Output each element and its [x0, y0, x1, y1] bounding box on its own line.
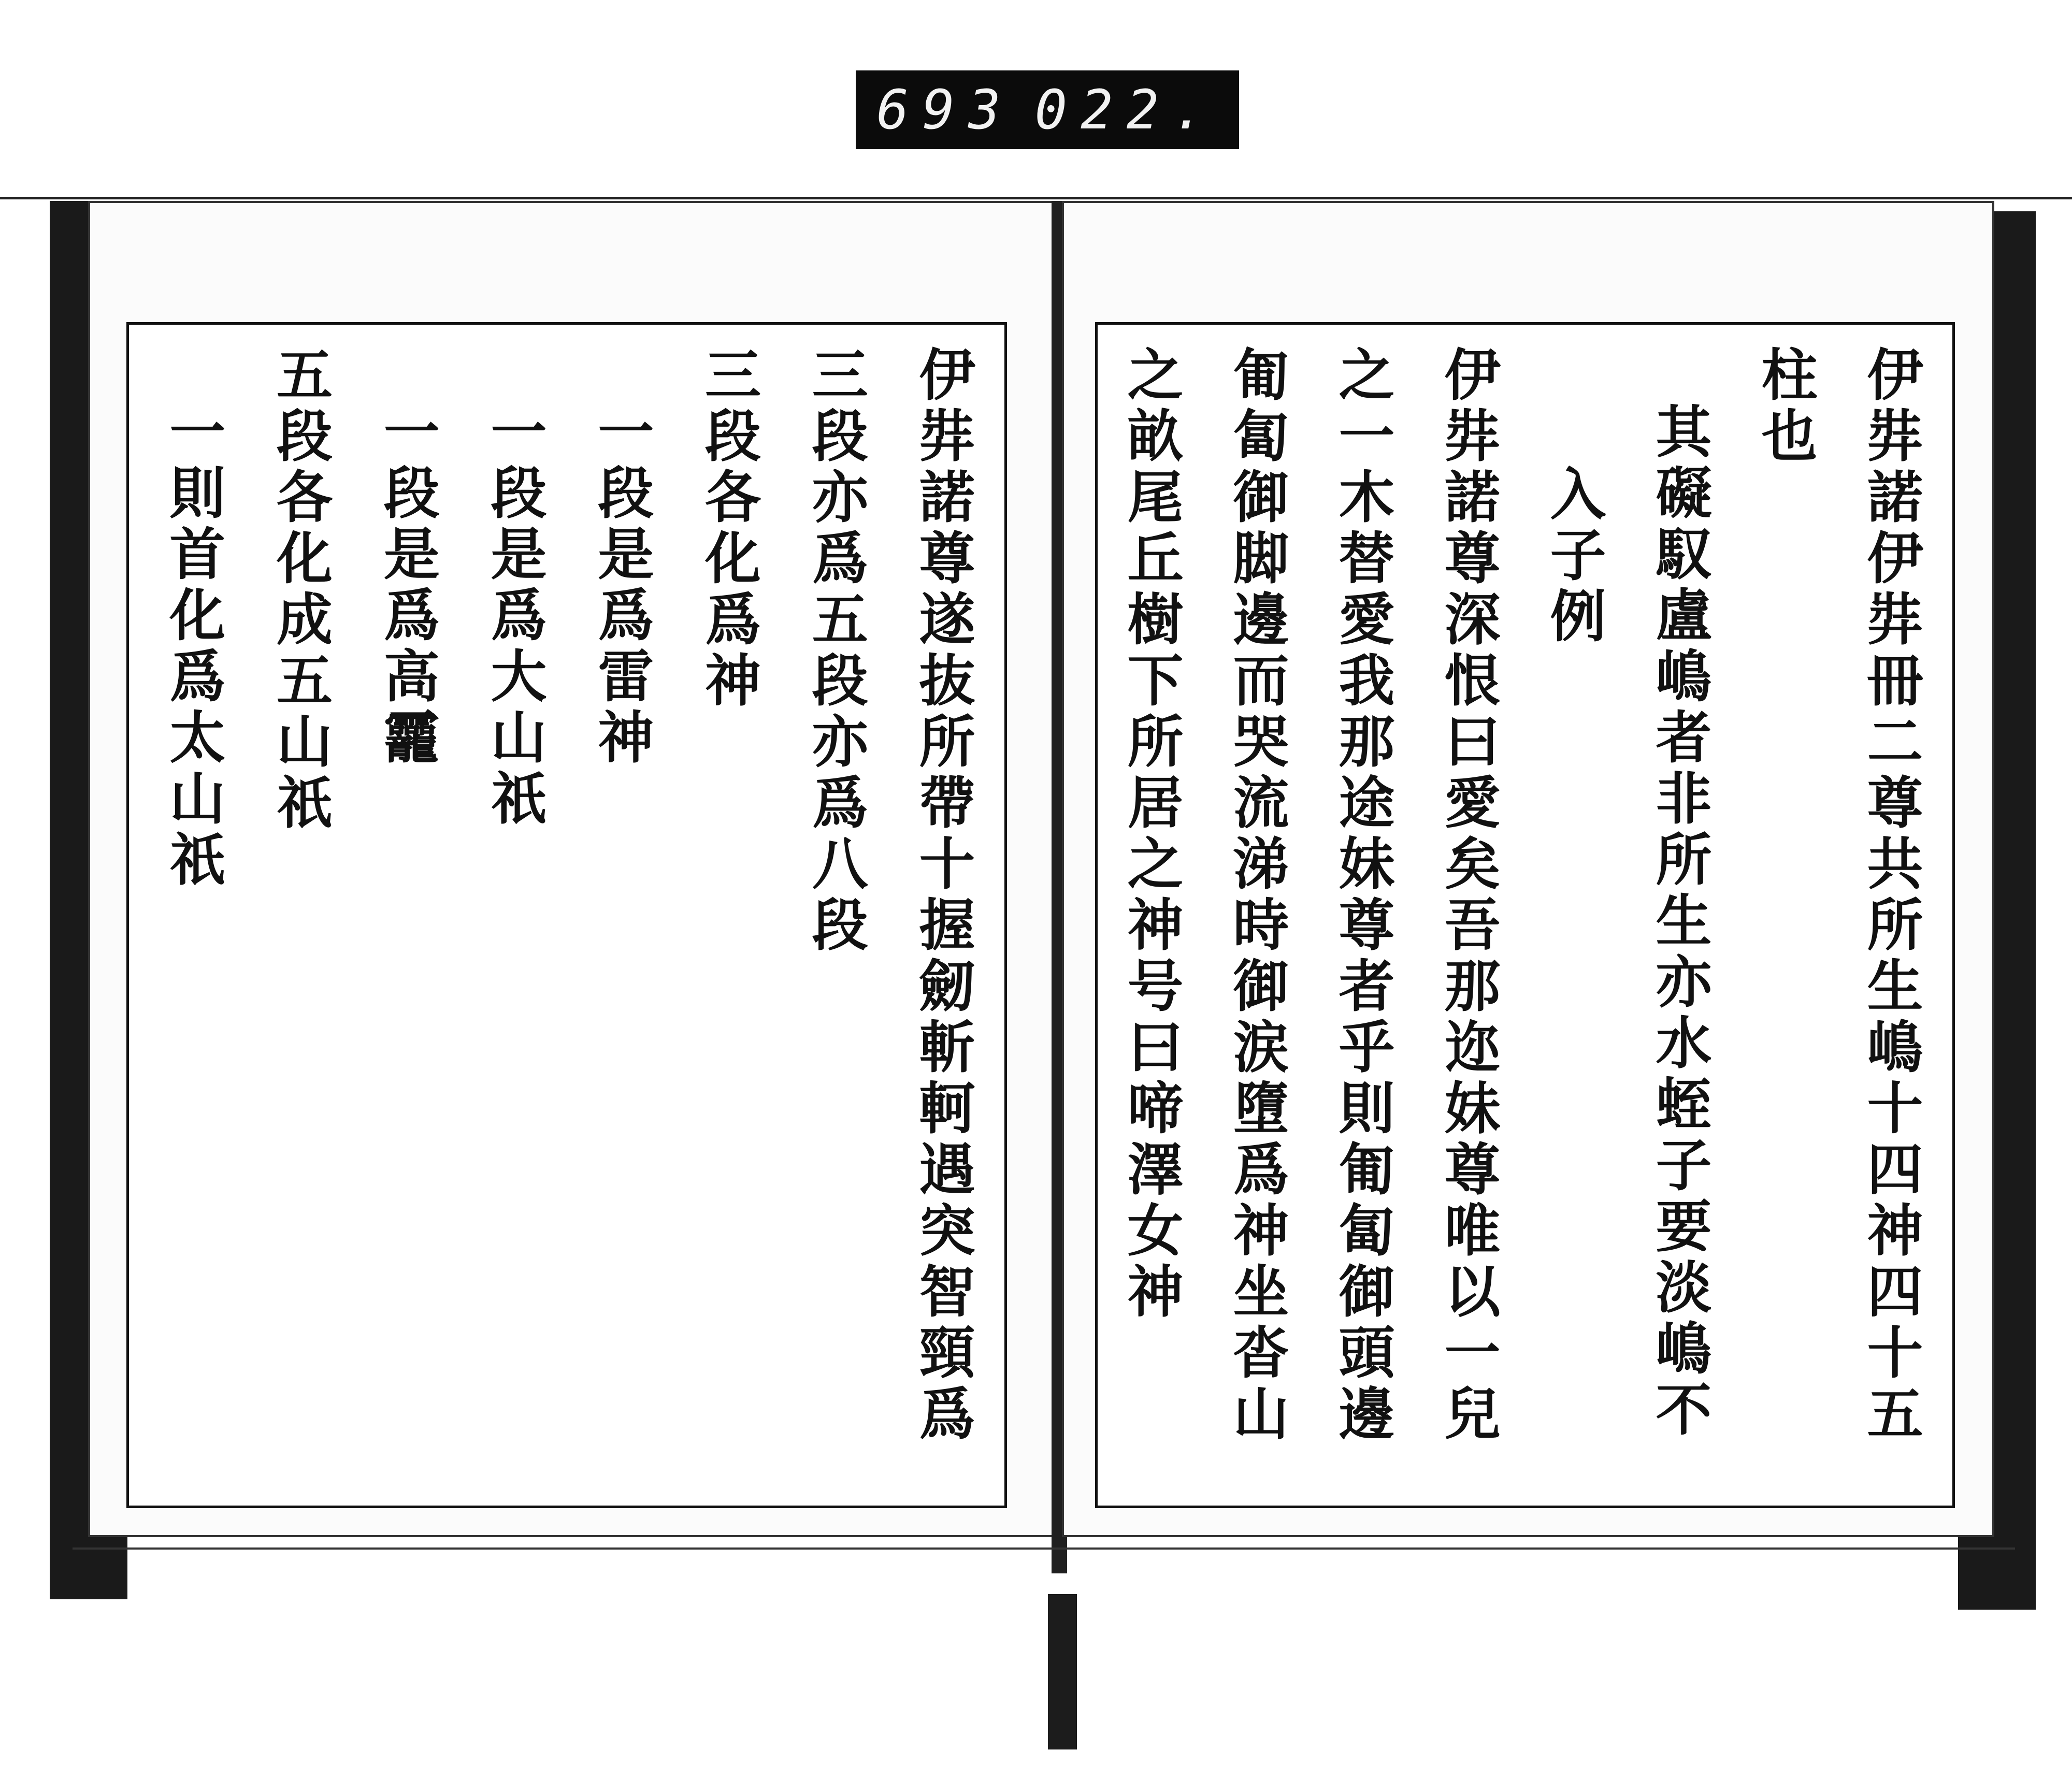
- gutter-tab: [1048, 1594, 1077, 1749]
- text-column: 伊弉諾尊遂抜所帶十握劒斬軻遇突智頸爲: [910, 345, 975, 1445]
- text-column: 之畝尾丘樹下所居之神号曰啼澤女神: [1118, 345, 1183, 1323]
- text-column: 伊弉諾尊深恨曰愛矣吾那迩妹尊唯以一兒: [1435, 345, 1500, 1445]
- text-column: 一段是爲大山祇: [481, 402, 546, 830]
- left-page: [88, 201, 1057, 1537]
- text-column: 一則首化爲太山祇: [160, 402, 225, 891]
- frame-number: 022.: [1034, 78, 1218, 141]
- left-text-columns: [150, 345, 984, 1485]
- book-spread: [41, 201, 2036, 1615]
- text-column: 一段是爲雷神: [588, 402, 654, 769]
- film-frame-label: [856, 70, 1239, 149]
- top-rule: [0, 197, 2072, 199]
- text-column: 入子例: [1541, 465, 1606, 648]
- text-column: 三段各化爲神: [695, 345, 761, 712]
- text-column: 柱也: [1752, 345, 1817, 468]
- right-page: [1062, 201, 1994, 1537]
- text-column: 一段是爲高龗: [374, 402, 440, 769]
- left-text-frame: [126, 322, 1007, 1508]
- right-text-frame: [1095, 322, 1955, 1508]
- page-bottom-margin: [73, 1547, 2015, 1612]
- text-column: 其礙馭盧嶋者非所生亦水蛭子要淡嶋不: [1646, 402, 1711, 1441]
- reel-number: 693: [876, 78, 1014, 141]
- text-column: 三段亦爲五段亦爲八段: [802, 345, 868, 957]
- right-text-columns: [1118, 345, 1932, 1485]
- text-column: 伊弉諾伊弉冊二尊共所生嶋十四神四十五: [1858, 345, 1923, 1445]
- text-column: 之一木替愛我那途妹尊者乎則匍匐御頭邊: [1329, 345, 1394, 1445]
- text-column: 匍匐御脚邊而哭流涕時御涙墮爲神坐沓山: [1224, 345, 1289, 1445]
- text-column: 五段各化成五山祇: [267, 345, 333, 834]
